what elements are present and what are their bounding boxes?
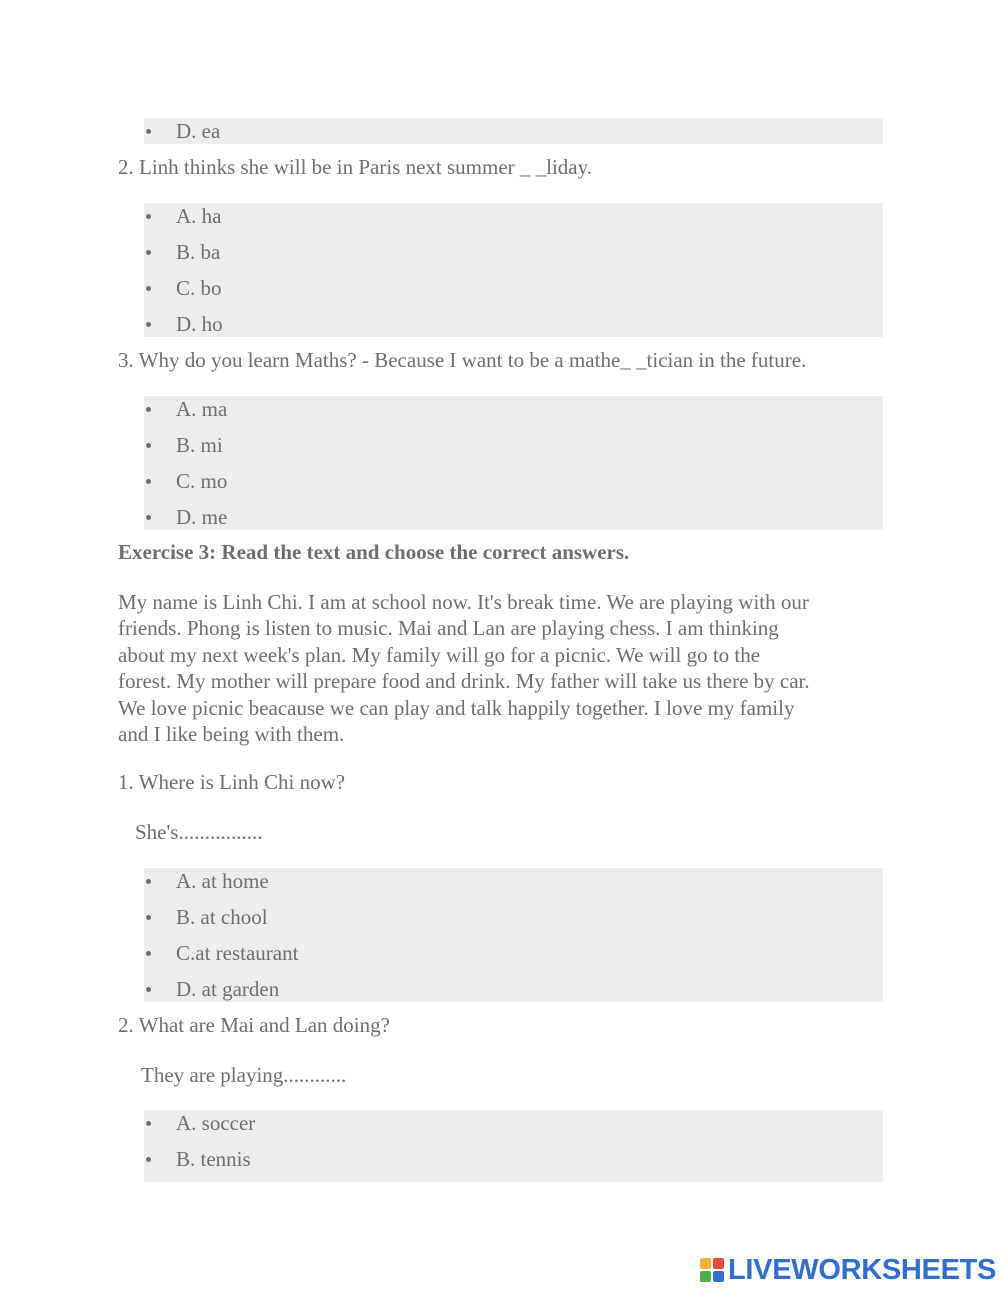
reading-q1-answer-stem: She's................ xyxy=(135,820,263,844)
reading-passage xyxy=(118,589,908,747)
liveworksheets-logo-icon xyxy=(700,1258,724,1282)
question-3-prompt: 3. Why do you learn Maths? - Because I want to be a mathe_ _tician in the future. xyxy=(118,348,807,372)
options-reading-q2: A. soccer B. tennis xyxy=(144,1110,883,1182)
liveworksheets-logo xyxy=(700,1253,996,1287)
reading-q1-prompt: 1. Where is Linh Chi now? xyxy=(118,770,346,794)
reading-q2-answer-stem: They are playing............ xyxy=(141,1063,347,1087)
passage-line: friends. Phong is listen to music. Mai and Lan are playing chess. I am thinking xyxy=(118,616,779,641)
options-q2: A. ha B. ba C. bo D. ho xyxy=(144,203,883,337)
passage-line: about my next week's plan. My family will go for a picnic. We will go to the xyxy=(118,642,761,667)
exercise-3-heading: Exercise 3: Read the text and choose the correct answers. xyxy=(118,540,630,564)
question-2-prompt: 2. Linh thinks she will be in Paris next summer _ _liday. xyxy=(118,155,593,179)
reading-q2-prompt: 2. What are Mai and Lan doing? xyxy=(118,1013,390,1037)
logo-text: LIVEWORKSHEETS xyxy=(728,1253,997,1286)
options-q3: A. ma B. mi C. mo D. me xyxy=(144,396,883,530)
passage-line: My name is Linh Chi. I am at school now. It's break time. We are playing with our xyxy=(118,590,809,614)
passage-line: We love picnic beacause we can play and talk happily together. I love my family xyxy=(118,695,795,720)
options-prev: D. ea xyxy=(144,118,883,144)
passage-line: forest. My mother will prepare food and drink. My father will take us there by car. xyxy=(118,669,810,694)
passage-line: and I like being with them. xyxy=(118,722,345,747)
options-reading-q1: A. at home B. at chool C.at restaurant D. at garden xyxy=(144,868,883,1002)
